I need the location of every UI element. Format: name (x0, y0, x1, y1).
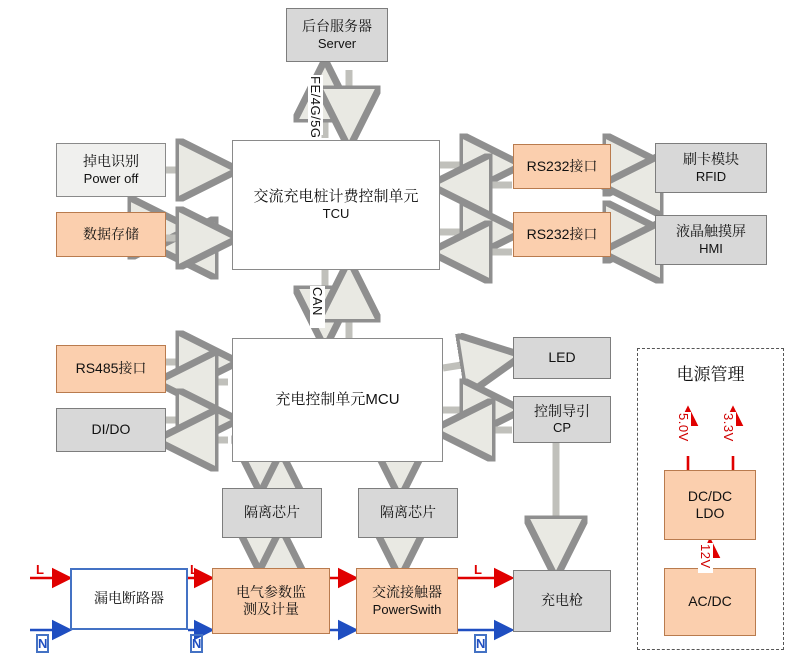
block-server: 后台服务器 Server (286, 8, 388, 62)
block-tcu: 交流充电桩计费控制单元 TCU (232, 140, 440, 270)
block-charging-gun: 充电枪 (513, 570, 611, 632)
block-cp: 控制导引 CP (513, 396, 611, 443)
block-power-off: 掉电识别 Power off (56, 143, 166, 197)
block-contactor: 交流接触器 PowerSwith (356, 568, 458, 634)
label-N-breaker-in: N (38, 636, 48, 651)
block-data-storage: 数据存储 (56, 212, 166, 257)
block-dcdc-ldo: DC/DC LDO (664, 470, 756, 540)
label-N-contactor-out: N (476, 636, 486, 651)
block-rs232-bottom: RS232接口 (513, 212, 611, 257)
label-5v: 5.0V (676, 412, 691, 456)
label-L-meter-in: L (190, 562, 198, 577)
label-3v3: 3.3V (721, 412, 736, 456)
block-leakage-breaker: 漏电断路器 (70, 568, 188, 630)
block-hmi: 液晶触摸屏 HMI (655, 215, 767, 265)
label-12v: 12V (698, 543, 713, 573)
block-isolation-chip-left: 隔离芯片 (222, 488, 322, 538)
block-mcu: 充电控制单元MCU (232, 338, 443, 462)
block-acdc: AC/DC (664, 568, 756, 636)
label-L-contactor-out: L (474, 562, 482, 577)
label-fe-4g-5g: FE/4G/5G (308, 76, 323, 139)
block-di-do: DI/DO (56, 408, 166, 452)
label-L-breaker-in: L (36, 562, 44, 577)
label-N-meter-in: N (192, 636, 202, 651)
block-rfid: 刷卡模块 RFID (655, 143, 767, 193)
power-management-title: 电源管理 (676, 365, 745, 384)
block-rs485: RS485接口 (56, 345, 166, 393)
block-isolation-chip-right: 隔离芯片 (358, 488, 458, 538)
block-rs232-top: RS232接口 (513, 144, 611, 189)
block-led: LED (513, 337, 611, 379)
label-can: CAN (310, 286, 325, 328)
block-metering: 电气参数监 测及计量 (212, 568, 330, 634)
